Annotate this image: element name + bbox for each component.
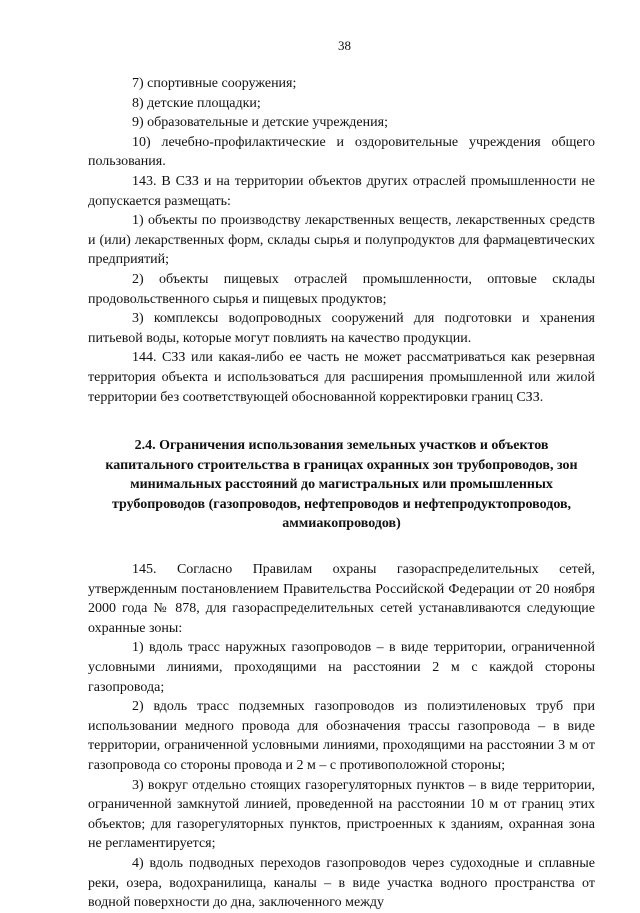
- paragraph-143-item-1: 1) объекты по производству лекарственных веществ, лекарственных средств и (или) лекарственных форм, склады сырья и полупродуктов для фармацевтических предприятий;: [88, 213, 595, 268]
- paragraph-item-8: 8) детские площадки;: [132, 95, 261, 111]
- paragraph-143: 143. В СЗЗ и на территории объектов других отраслей промышленности не допускается размещать:: [88, 173, 595, 209]
- paragraph-144: 144. СЗЗ или какая-либо ее часть не может рассматриваться как резервная территория объекта и использоваться для расширения промышленной или жилой территории без соответствующей обоснованной корректировки границ СЗЗ.: [88, 350, 595, 405]
- paragraph-143-item-2: 2) объекты пищевых отраслей промышленности, оптовые склады продовольственного сырья и пищевых продуктов;: [88, 271, 595, 307]
- paragraph-145-item-3: 3) вокруг отдельно стоящих газорегуляторных пунктов – в виде территории, ограниченной замкнутой линией, проведенной на расстоянии 10 м от границ этих объектов; для газорегуляторных пунктов, пристроенных к зданиям, охранная зона не регламентируется;: [88, 777, 595, 852]
- paragraph-143-item-3: 3) комплексы водопроводных сооружений для подготовки и хранения питьевой воды, которые могут повлиять на качество продукции.: [88, 311, 595, 346]
- paragraph-item-9: 9) образовательные и детские учреждения;: [132, 115, 388, 131]
- paragraph-145-item-2: 2) вдоль трасс подземных газопроводов из полиэтиленовых труб при использовании медного провода для обозначения трассы газопровода – в виде территории, ограниченной условными линиями, проходящими на расстоянии 3 м от газопровода со стороны провода и 2 м – с противоположной стороны;: [88, 699, 595, 773]
- section-heading: 2.4. Ограничения использования земельных участков и объектов капитального строительства в границах охранных зон трубопроводов, зон минимальных расстояний до магистральных или промышленных трубопроводов (газопроводов, нефтепроводов и нефтепродуктопроводов, аммиакопроводов): [105, 438, 578, 532]
- paragraph-145: 145. Согласно Правилам охраны газораспределительных сетей, утвержденным постановлением Правительства Российской Федерации от 20 ноября 2000 года № 878, для газораспределительных сетей устанавливаются следующие охранные зоны:: [88, 562, 595, 636]
- paragraph-item-10: 10) лечебно-профилактические и оздоровительные учреждения общего пользования.: [88, 134, 595, 170]
- paragraph-145-item-1: 1) вдоль трасс наружных газопроводов – в виде территории, ограниченной условными линиями, проходящими на расстоянии 2 м с каждой стороны газопровода;: [88, 640, 595, 695]
- paragraph-item-7: 7) спортивные сооружения;: [132, 76, 297, 91]
- page-number: 38: [338, 38, 351, 53]
- paragraph-145-item-4: 4) вдоль подводных переходов газопроводов через судоходные и сплавные реки, озера, водохранилища, каналы – в виде участка водного пространства от водной поверхности до дна, заключенного между: [88, 855, 595, 911]
